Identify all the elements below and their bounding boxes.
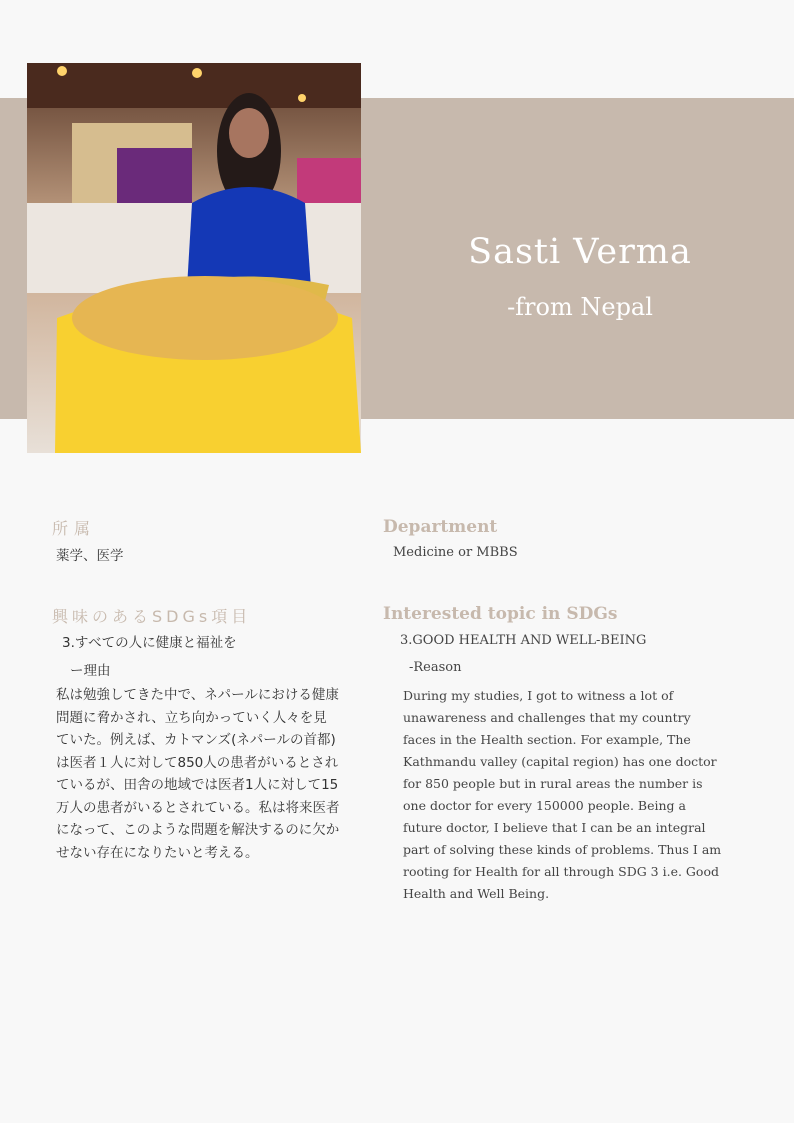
- sdgs-reason-label-en: -Reason: [409, 660, 462, 675]
- sdgs-heading-jp: 興味のあるSDGs項目: [52, 607, 252, 626]
- profile-photo: [27, 63, 361, 453]
- sdgs-reason-en: During my studies, I got to witness a lot of unawareness and challenges that my country faces in the Health section. For example, The Kathmandu valley (capital region) has one doctor for 850 people but in rural areas the number is one doctor for every 150000 people. Being a future doctor, I believe that I can be an integral part of solving these kinds of problems. Thus I am rooting for Health for all through SDG 3 i.e. Good Health and Well Being.: [403, 688, 722, 901]
- sdgs-topic-en: 3.GOOD HEALTH AND WELL-BEING: [400, 633, 647, 648]
- profile-origin: -from Nepal: [507, 293, 653, 321]
- sdgs-reason-jp: 私は勉強してきた中で、ネパールにおける健康問題に脅かされ、立ち向かっていく人々を見ていた。例えば、カトマンズ(ネパールの首都)は医者１人に対して850人の患者がいるとされているが、田舎の地域では医者1人に対して15万人の患者がいるとされている。私は将来医者になって、このような問題を解決するのに欠かせない存在になりたいと考える。: [56, 687, 340, 861]
- sdgs-heading-en: Interested topic in SDGs: [383, 604, 618, 624]
- department-value-en: Medicine or MBBS: [393, 545, 518, 560]
- affiliation-heading-jp: 所属: [52, 519, 97, 538]
- department-heading-en: Department: [383, 517, 498, 537]
- sdgs-reason-label-jp: ー理由: [70, 663, 111, 679]
- sdgs-topic-jp: 3.すべての人に健康と福祉を: [62, 635, 237, 651]
- affiliation-value-jp: 薬学、医学: [56, 548, 124, 564]
- profile-name: Sasti Verma: [468, 232, 692, 272]
